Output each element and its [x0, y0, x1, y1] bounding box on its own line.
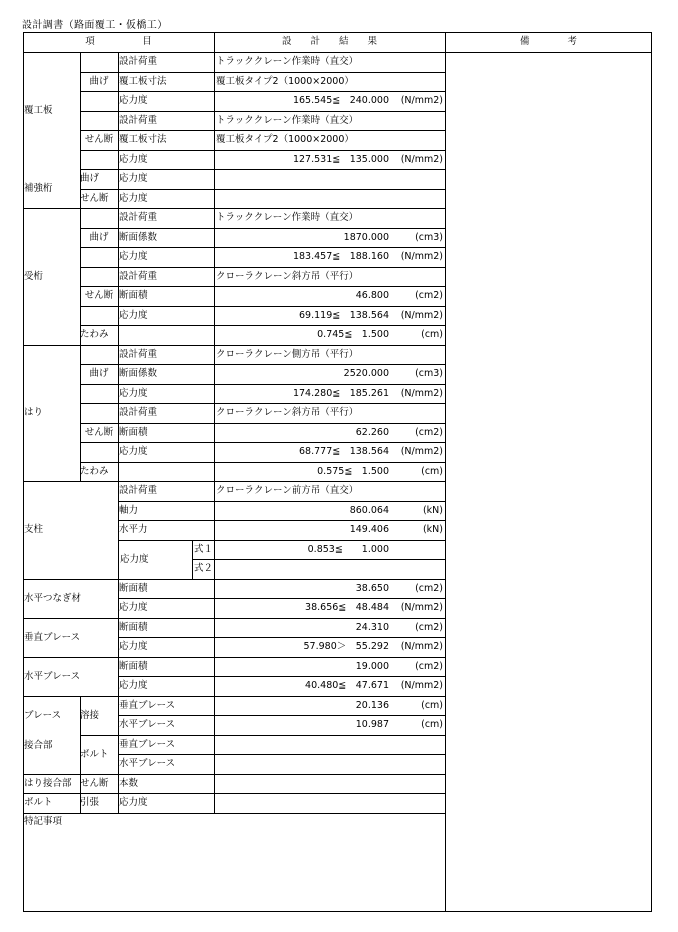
row-param-label: 設計荷重 — [119, 407, 158, 418]
row-unit: (cm2) — [415, 622, 443, 633]
row-unit: (N/mm2) — [400, 388, 443, 399]
row-description: クローラクレーン斜方吊（平行） — [216, 407, 359, 418]
row-description: トラッククレーン作業時（直交） — [216, 56, 359, 67]
row-value: 69.119≦ 138.564 — [299, 310, 389, 321]
subgroup-label: せん断 — [84, 290, 114, 301]
row-value: 0.853≦ 1.000 — [307, 544, 389, 555]
row-param-label: 応力度 — [119, 95, 148, 106]
row-param-label: 水平力 — [119, 524, 148, 535]
row-value: 38.650 — [355, 583, 389, 594]
row-unit: (cm) — [421, 329, 443, 340]
row-unit: (N/mm2) — [400, 602, 443, 613]
row-subgroup-label: せん断 — [80, 778, 109, 789]
row-param-label: 応力度 — [119, 193, 148, 204]
row-value: 62.260 — [355, 427, 389, 438]
row-subgroup-label: 曲げ — [80, 173, 100, 184]
formula-label: 式１ — [194, 544, 214, 555]
row-value: 0.575≦ 1.500 — [317, 466, 389, 477]
row-param-label: 設計荷重 — [119, 212, 158, 223]
row-value: 183.457≦ 188.160 — [292, 251, 389, 262]
row-param-label: 断面係数 — [119, 232, 158, 243]
row-param-label: 垂直ブレース — [119, 739, 176, 750]
group-label: ボルト — [24, 797, 53, 808]
param-label: 応力度 — [120, 554, 149, 565]
subgroup-label: せん断 — [84, 427, 114, 438]
row-param-label: 応力度 — [119, 641, 148, 652]
row-description: クローラクレーン斜方吊（平行） — [216, 271, 359, 282]
header-item: 項 目 — [85, 36, 152, 47]
row-description: トラッククレーン作業時（直交） — [216, 212, 359, 223]
row-description: クローラクレーン前方吊（直交） — [216, 485, 359, 496]
formula-label: 式２ — [194, 563, 214, 574]
row-unit: (cm3) — [415, 232, 443, 243]
group-label: 垂直ブレース — [24, 632, 81, 643]
document-title: 設計調書（路面覆工・仮橋工） — [22, 20, 168, 31]
row-description: 覆工板タイプ2（1000×2000） — [216, 134, 354, 145]
row-param-label: 応力度 — [119, 173, 148, 184]
header-result: 設 計 結 果 — [281, 36, 377, 47]
row-unit: (cm2) — [415, 427, 443, 438]
row-param-label: 応力度 — [119, 602, 148, 613]
row-subgroup-label: せん断 — [80, 193, 109, 204]
row-description: トラッククレーン作業時（直交） — [216, 115, 359, 126]
row-rule — [192, 559, 445, 560]
subgroup-label: 曲げ — [89, 76, 109, 87]
row-value: 0.745≦ 1.500 — [317, 329, 389, 340]
row-param-label: 水平ブレース — [119, 758, 176, 769]
row-param-label: 応力度 — [119, 251, 148, 262]
row-value: 57.980＞ 55.292 — [303, 641, 389, 652]
group-label: はり — [24, 407, 44, 418]
row-value: 20.136 — [355, 700, 389, 711]
group-label: はり接合部 — [24, 778, 72, 789]
row-param-label: 断面積 — [119, 427, 148, 438]
row-unit: (cm) — [421, 719, 443, 730]
row-value: 68.777≦ 138.564 — [299, 446, 389, 457]
row-param-label: 本数 — [119, 778, 139, 789]
row-value: 149.406 — [349, 524, 389, 535]
row-unit: (N/mm2) — [400, 154, 443, 165]
row-value: 860.064 — [349, 505, 389, 516]
row-param-label: 応力度 — [119, 388, 148, 399]
group-label: 受桁 — [24, 271, 44, 282]
row-unit: (cm2) — [415, 290, 443, 301]
row-param-label: 覆工板寸法 — [119, 134, 167, 145]
row-description: クローラクレーン側方吊（平行） — [216, 349, 359, 360]
row-value: 46.800 — [355, 290, 389, 301]
row-unit: (cm) — [421, 466, 443, 477]
row-param-label: 応力度 — [119, 154, 148, 165]
row-param-label: 応力度 — [119, 310, 148, 321]
row-param-label: 覆工板寸法 — [119, 76, 167, 87]
group-label: 水平つなぎ材 — [24, 593, 82, 604]
row-param-label: 設計荷重 — [119, 115, 158, 126]
row-value: 2520.000 — [343, 368, 389, 379]
row-value: 165.545≦ 240.000 — [292, 95, 389, 106]
row-unit: (kN) — [422, 505, 443, 516]
row-description: 覆工板タイプ2（1000×2000） — [216, 76, 354, 87]
row-value: 40.480≦ 47.671 — [305, 680, 389, 691]
row-param-label: 応力度 — [119, 680, 148, 691]
row-value: 1870.000 — [343, 232, 389, 243]
group-label: 支柱 — [24, 524, 44, 535]
row-param-label: 断面積 — [119, 583, 148, 594]
row-unit: (N/mm2) — [400, 446, 443, 457]
notes-label: 特記事項 — [24, 816, 63, 827]
row-param-label: 垂直ブレース — [119, 700, 176, 711]
row-value: 174.280≦ 185.261 — [292, 388, 389, 399]
row-subgroup-label: 引張 — [80, 797, 100, 808]
row-value: 10.987 — [355, 719, 389, 730]
row-unit: (cm) — [421, 700, 443, 711]
row-unit: (N/mm2) — [400, 251, 443, 262]
row-unit: (cm3) — [415, 368, 443, 379]
row-param-label: 設計荷重 — [119, 485, 158, 496]
row-unit: (N/mm2) — [400, 310, 443, 321]
group-label: ブレース — [24, 710, 62, 721]
row-value: 127.531≦ 135.000 — [292, 154, 389, 165]
row-unit: (kN) — [422, 524, 443, 535]
row-unit: (N/mm2) — [400, 680, 443, 691]
row-subgroup-label: たわみ — [80, 466, 109, 477]
row-unit: (N/mm2) — [400, 641, 443, 652]
col-divider-remarks — [445, 32, 446, 912]
row-param-label: 水平ブレース — [119, 719, 176, 730]
row-param-label: 断面積 — [119, 290, 148, 301]
group-label: 水平ブレース — [24, 671, 81, 682]
row-param-label: 応力度 — [119, 797, 148, 808]
subgroup-label: 曲げ — [89, 232, 109, 243]
group-label: 補強桁 — [24, 183, 53, 194]
row-param-label: 設計荷重 — [119, 56, 158, 67]
row-value: 19.000 — [355, 661, 389, 672]
row-param-label: 設計荷重 — [119, 349, 158, 360]
row-param-label: 応力度 — [119, 446, 148, 457]
subgroup-label: せん断 — [84, 134, 114, 145]
group-label: 覆工板 — [24, 105, 53, 116]
row-unit: (N/mm2) — [400, 95, 443, 106]
row-unit: (cm2) — [415, 661, 443, 672]
row-value: 38.656≦ 48.484 — [305, 602, 389, 613]
header-remarks: 備 考 — [519, 36, 577, 47]
row-param-label: 軸力 — [119, 505, 139, 516]
row-value: 24.310 — [355, 622, 389, 633]
subgroup-label: ボルト — [80, 749, 109, 760]
row-param-label: 設計荷重 — [119, 271, 158, 282]
row-param-label: 断面係数 — [119, 368, 158, 379]
row-subgroup-label: たわみ — [80, 329, 109, 340]
row-unit: (cm2) — [415, 583, 443, 594]
row-param-label: 断面積 — [119, 661, 148, 672]
group-label: 接合部 — [24, 740, 53, 751]
subgroup-label: 溶接 — [80, 710, 100, 721]
subgroup-label: 曲げ — [89, 368, 109, 379]
row-param-label: 断面積 — [119, 622, 148, 633]
